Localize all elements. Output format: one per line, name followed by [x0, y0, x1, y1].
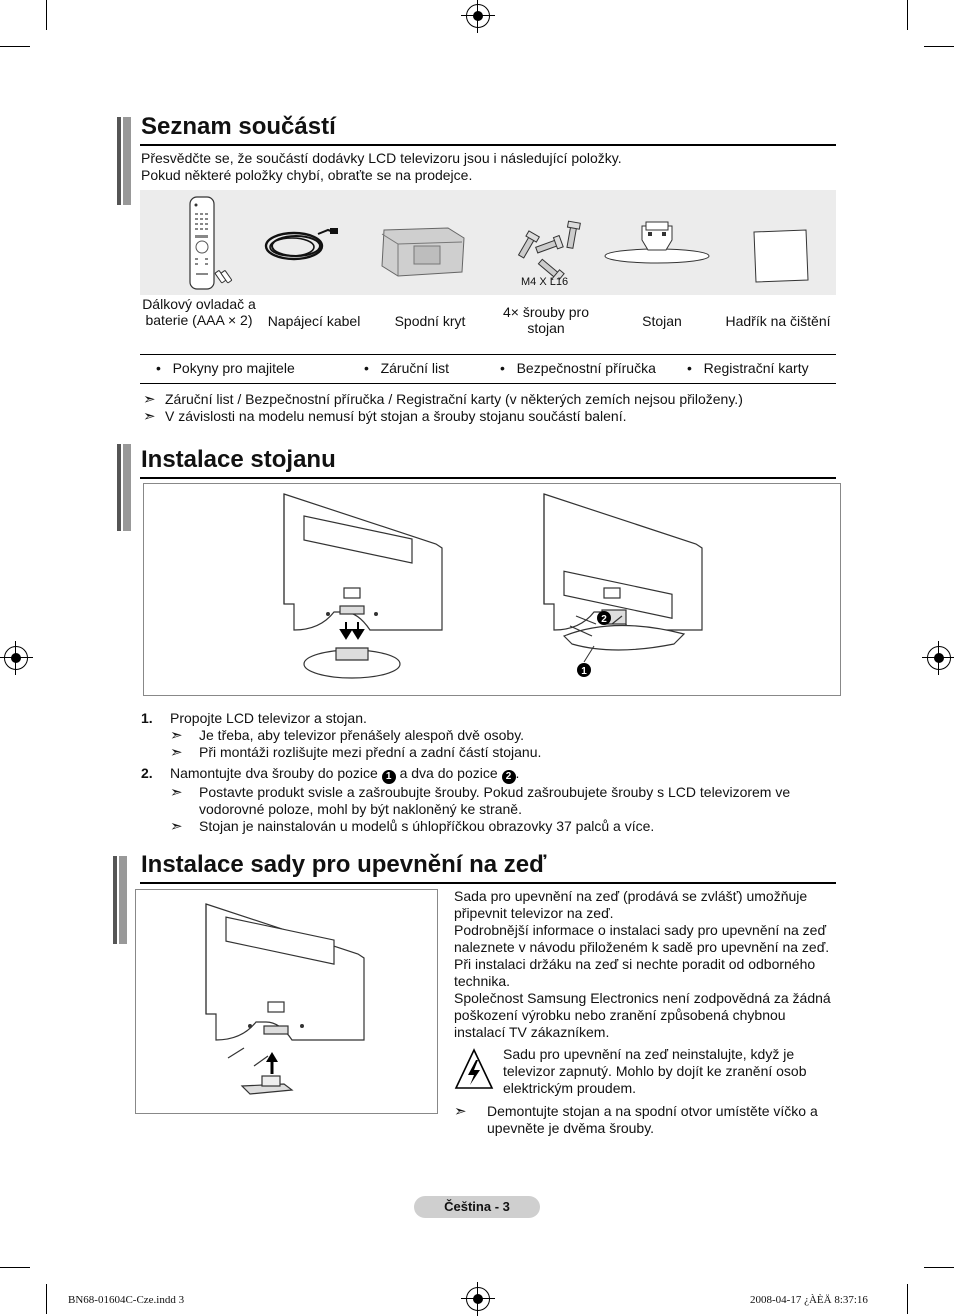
note-text: Stojan je nainstalován u modelů s úhlopříčkou obrazovky 37 palců a více. — [199, 818, 655, 834]
screw-spec-label: M4 X L16 — [521, 276, 569, 288]
marker-1-icon: 1 — [382, 770, 396, 784]
intro-line: Přesvědčte se, že součástí dodávky LCD televizoru jsou i následující položky. — [141, 150, 622, 166]
step-line — [141, 765, 841, 784]
document-bullet: • Registrační karty — [687, 360, 809, 376]
item-label: 4× šrouby pro stojan — [503, 304, 589, 336]
note-line — [143, 391, 843, 408]
cleaning-cloth-icon — [750, 228, 810, 284]
trim-mark — [924, 1267, 954, 1268]
document-label: Registrační karty — [703, 360, 809, 376]
paragraph: Společnost Samsung Electronics není zodpovědná za žádná poškození výrobku nebo zranění způsobená chybnou instalací TV zákazníkem. — [454, 990, 831, 1040]
registration-mark-icon — [927, 646, 951, 670]
section-rule — [140, 882, 836, 884]
section-title-parts-list: Seznam součástí — [141, 113, 336, 140]
document-label: Bezpečnostní příručka — [516, 360, 656, 376]
screws-icon — [512, 220, 584, 280]
stand-install-illustration — [143, 483, 841, 696]
note-arrow-icon: ➣ — [143, 408, 156, 425]
svg-text:1: 1 — [581, 666, 587, 677]
step-text: Namontujte dva šrouby do pozice — [170, 765, 378, 781]
note-text: V závislosti na modelu nemusí být stojan a šrouby stojanu součástí balení. — [165, 408, 627, 424]
note-line — [141, 784, 841, 818]
note-line — [141, 744, 841, 761]
document-label: Záruční list — [380, 360, 450, 376]
trim-mark — [46, 1284, 47, 1314]
registration-mark-icon — [466, 1287, 490, 1311]
note-arrow-icon: ➣ — [170, 727, 183, 744]
item-label: Napájecí kabel — [267, 313, 361, 329]
items-illustration-panel — [140, 190, 836, 295]
document-bullet: • Záruční list — [364, 360, 450, 376]
section-rule — [140, 477, 836, 479]
trim-mark — [924, 46, 954, 47]
paragraph: Podrobnější informace o instalaci sady pro upevnění na zeď naleznete v návodu přiloženém k sadě pro upevnění na zeď. Při instalaci držáku na zeď si nechte poradit od odborného technika. — [454, 922, 830, 989]
wall-mount-illustration — [135, 889, 438, 1114]
trim-mark — [46, 0, 47, 30]
section-title-stand-install: Instalace stojanu — [141, 446, 336, 473]
document-bullet: • Pokyny pro majitele — [156, 360, 295, 376]
document-bullet: • Bezpečnostní příručka — [500, 360, 656, 376]
note-line — [141, 818, 841, 835]
note-arrow-icon: ➣ — [170, 744, 183, 761]
paragraph: Sada pro upevnění na zeď (prodává se zvlášť) umožňuje připevnit televizor na zeď. — [454, 888, 808, 921]
step-text: Propojte LCD televizor a stojan. — [170, 710, 367, 726]
power-cable-icon — [262, 226, 342, 266]
note-arrow-icon: ➣ — [170, 784, 183, 801]
footer-timestamp: 2008-04-17 ¿ÀÈÄ 8:37:16 — [750, 1294, 868, 1306]
svg-text:2: 2 — [601, 614, 607, 625]
step-text: a dva do pozice — [399, 765, 498, 781]
item-label: Dálkový ovladač a baterie (AAA × 2) — [142, 296, 256, 328]
trim-mark — [0, 1267, 30, 1268]
note-text: Záruční list / Bezpečnostní příručka / Registrační karty (v některých zemích nejsou přiloženy.) — [165, 391, 743, 407]
trim-mark — [907, 1284, 908, 1314]
item-label: Stojan — [642, 313, 682, 329]
parts-intro — [141, 150, 841, 184]
section-title-wall-mount: Instalace sady pro upevnění na zeď — [141, 851, 547, 878]
remote-control-icon — [184, 195, 234, 291]
step-number: 1. — [141, 710, 153, 726]
marker-2-icon: 2 — [502, 770, 516, 784]
section-sidebar-bar — [117, 444, 131, 531]
note-text: Postavte produkt svisle a zašroubujte šrouby. Pokud zašroubujete šrouby s LCD televizorem ve vodorovné poloze, mohl by být nakloněný ke straně. — [199, 784, 791, 817]
section-sidebar-bar — [113, 856, 127, 944]
item-label: Hadřík na čištění — [725, 313, 831, 329]
warning-text: Sadu pro upevnění na zeď neinstalujte, když je televizor zapnutý. Mohlo by dojít ke zranění osob elektrickým proudem. — [503, 1046, 807, 1096]
tv-stand-assembly-illustration — [144, 484, 840, 695]
parts-notes — [143, 391, 843, 425]
document-label: Pokyny pro majitele — [172, 360, 295, 376]
section-rule — [140, 144, 836, 146]
step-line — [141, 710, 841, 727]
included-documents-row — [140, 354, 836, 384]
tv-wall-mount-illustration — [136, 890, 437, 1113]
note-arrow-icon: ➣ — [454, 1103, 467, 1120]
step-text: . — [515, 765, 520, 781]
note-text: Při montáži rozlišujte mezi přední a zadní částí stojanu. — [199, 744, 542, 760]
note-line — [143, 408, 843, 425]
stand-install-steps — [141, 710, 841, 835]
wall-mount-description — [454, 888, 836, 1041]
note-line — [454, 1103, 838, 1137]
registration-mark-icon — [4, 646, 28, 670]
section-sidebar-bar — [117, 117, 131, 205]
item-label: Spodní kryt — [394, 313, 466, 329]
note-text: Je třeba, aby televizor přenášely alespoň dvě osoby. — [199, 727, 525, 743]
note-line — [141, 727, 841, 744]
note-arrow-icon: ➣ — [143, 391, 156, 408]
footer-file-name: BN68-01604C-Cze.indd 3 — [68, 1294, 185, 1306]
note-text: Demontujte stojan a na spodní otvor umístěte víčko a upevněte je dvěma šrouby. — [487, 1103, 818, 1136]
trim-mark — [0, 46, 30, 47]
note-arrow-icon: ➣ — [170, 818, 183, 835]
step-number: 2. — [141, 765, 153, 781]
registration-mark-icon — [466, 4, 490, 28]
intro-line: Pokud některé položky chybí, obraťte se na prodejce. — [141, 167, 473, 183]
electric-shock-warning-icon — [454, 1048, 494, 1090]
stand-icon — [602, 220, 712, 268]
bottom-cover-icon — [378, 224, 468, 280]
trim-mark — [907, 0, 908, 30]
page-number-label: Čeština - 3 — [414, 1196, 540, 1218]
